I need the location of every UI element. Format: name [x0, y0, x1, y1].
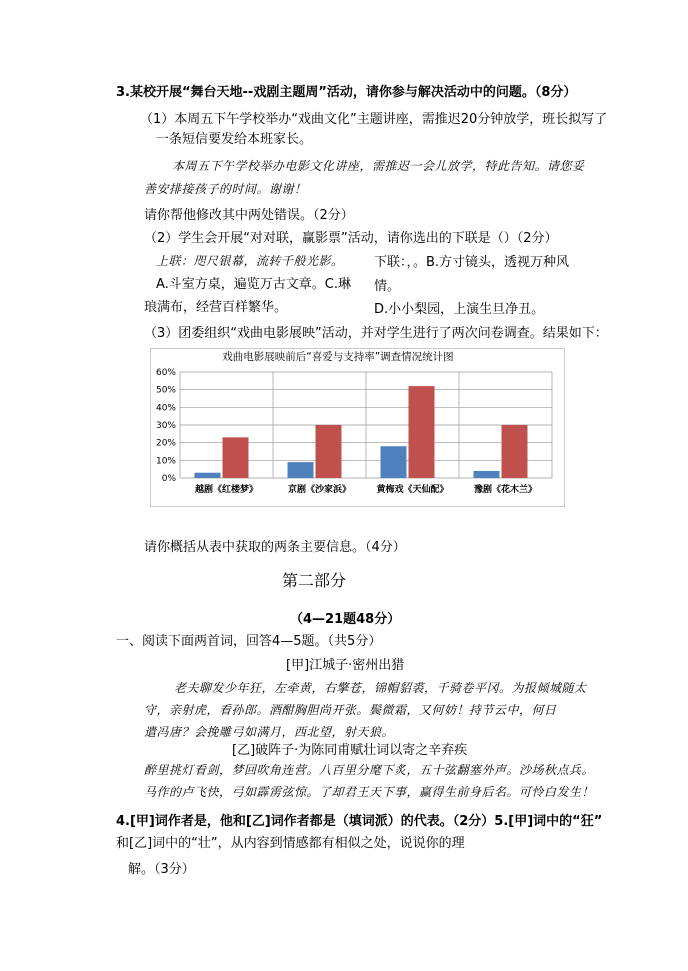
option-c-continued: 琅满布，经营百样繁华。	[144, 300, 288, 315]
option-a: A.斗室方桌，遍览万古文章。C.琳	[156, 277, 352, 292]
chart-bar	[223, 437, 249, 478]
chart-y-tick-label: 30%	[155, 421, 176, 431]
chart-y-tick-label: 20%	[155, 438, 176, 449]
chart-x-tick-label: 黄梅戏《天仙配》	[376, 485, 449, 495]
poem2-title: [乙]破阵子·为陈同甫赋壮词以寄之辛弃疾	[232, 743, 468, 758]
chart-y-tick-label: 50%	[155, 385, 176, 396]
chart-bar	[409, 386, 435, 478]
q3-part2-line: （2）学生会开展“对对联，赢影票”活动，请你选出的下联是（）（2分）	[144, 231, 558, 246]
chart-bar	[502, 425, 528, 478]
chart-y-tick-label: 40%	[155, 403, 176, 414]
sms-text-line1: 本周五下午学校举办电影文化讲座，需推迟一会儿放学，特此告知。请您妥	[172, 159, 585, 173]
poem1-line2: 守，亲射虎，看孙郎。酒酣胸胆尚开张。鬓微霜，又何妨！持节云中，何日	[144, 703, 557, 717]
chart-title: 戏曲电影展映前后“喜爱与支持率”调查情况统计图	[222, 351, 454, 363]
q3-part3-line: （3）团委组织“戏曲电影展映”活动，并对学生进行了两次问卷调查。结果如下：	[144, 326, 608, 341]
chart-x-tick-label: 京剧《沙家浜》	[287, 485, 352, 495]
poem2-line1: 醉里挑灯看剑，梦回吹角连营。八百里分麾下炙，五十弦翻塞外声。沙场秋点兵。	[144, 763, 595, 777]
upper-couplet: 上联：咫尺银幕，流转千般光影。	[156, 254, 344, 268]
q3-part3-ask: 请你概括从表中获取的两条主要信息。（4分）	[144, 540, 406, 555]
q3-part1-line1: （1）本周五下午学校举办“戏曲文化”主题讲座，需推迟20分钟放学，班长拟写了	[140, 112, 608, 127]
q3-part1-line2: 一条短信要发给本班家长。	[156, 132, 313, 147]
q3-part1-ask: 请你帮他修改其中两处错误。（2分）	[144, 208, 354, 223]
poem1-line1: 老夫聊发少年狂，左牵黄，右擎苍，锦帽貂裘，千骑卷平冈。为报倾城随太	[174, 681, 587, 695]
bar-chart	[150, 348, 570, 508]
section1-instruction: 一、阅读下面两首词，回答4—5题。（共5分）	[116, 634, 382, 649]
poem1-title: [甲]江城子·密州出猎	[286, 658, 405, 673]
part2-heading: 第二部分	[282, 571, 347, 590]
chart-x-tick-label: 豫剧《花木兰》	[473, 485, 538, 495]
chart-x-tick-label: 越剧《红楼梦》	[194, 485, 259, 495]
chart-y-ticks	[156, 368, 176, 484]
chart-bars	[195, 386, 528, 478]
chart-bar	[288, 462, 314, 478]
q4-line2: 和[乙]词中的“壮”，从内容到情感都有相似之处，说说你的理	[116, 836, 465, 851]
chart-y-tick-label: 10%	[155, 456, 176, 467]
q4-line3: 解。（3分）	[128, 862, 195, 877]
chart-x-labels	[195, 483, 537, 495]
option-b-continued: 情。	[374, 279, 401, 294]
poem2-line2: 马作的卢飞快，弓如霹雳弦惊。了却君王天下事，赢得生前身后名。可怜白发生！	[144, 785, 595, 799]
part2-subheading: （4—21题48分）	[290, 612, 401, 627]
chart-y-tick-label: 0%	[161, 474, 176, 484]
q3-title: 3.某校开展“舞台天地--戏剧主题周”活动，请你参与解决活动中的问题。（8分）	[116, 85, 577, 100]
chart-bar	[195, 473, 221, 478]
poem1-line3: 遣冯唐？会挽雕弓如满月，西北望，射天狼。	[144, 725, 395, 739]
option-d: D.小小梨园，上演生旦净丑。	[374, 302, 545, 317]
chart-bar	[316, 425, 342, 478]
lower-couplet-label: 下联：，。B.方寸镜头，透视万种风	[374, 255, 570, 270]
chart-y-tick-label: 60%	[155, 368, 176, 378]
q4-line1: 4.[甲]词作者是，他和[乙]词作者都是（填词派）的代表。（2分）5.[甲]词中的“狂”	[116, 814, 603, 829]
chart-bar	[381, 446, 407, 478]
sms-text-line2: 善安排接孩子的时间。谢谢！	[144, 182, 307, 196]
chart-bar	[474, 471, 500, 478]
